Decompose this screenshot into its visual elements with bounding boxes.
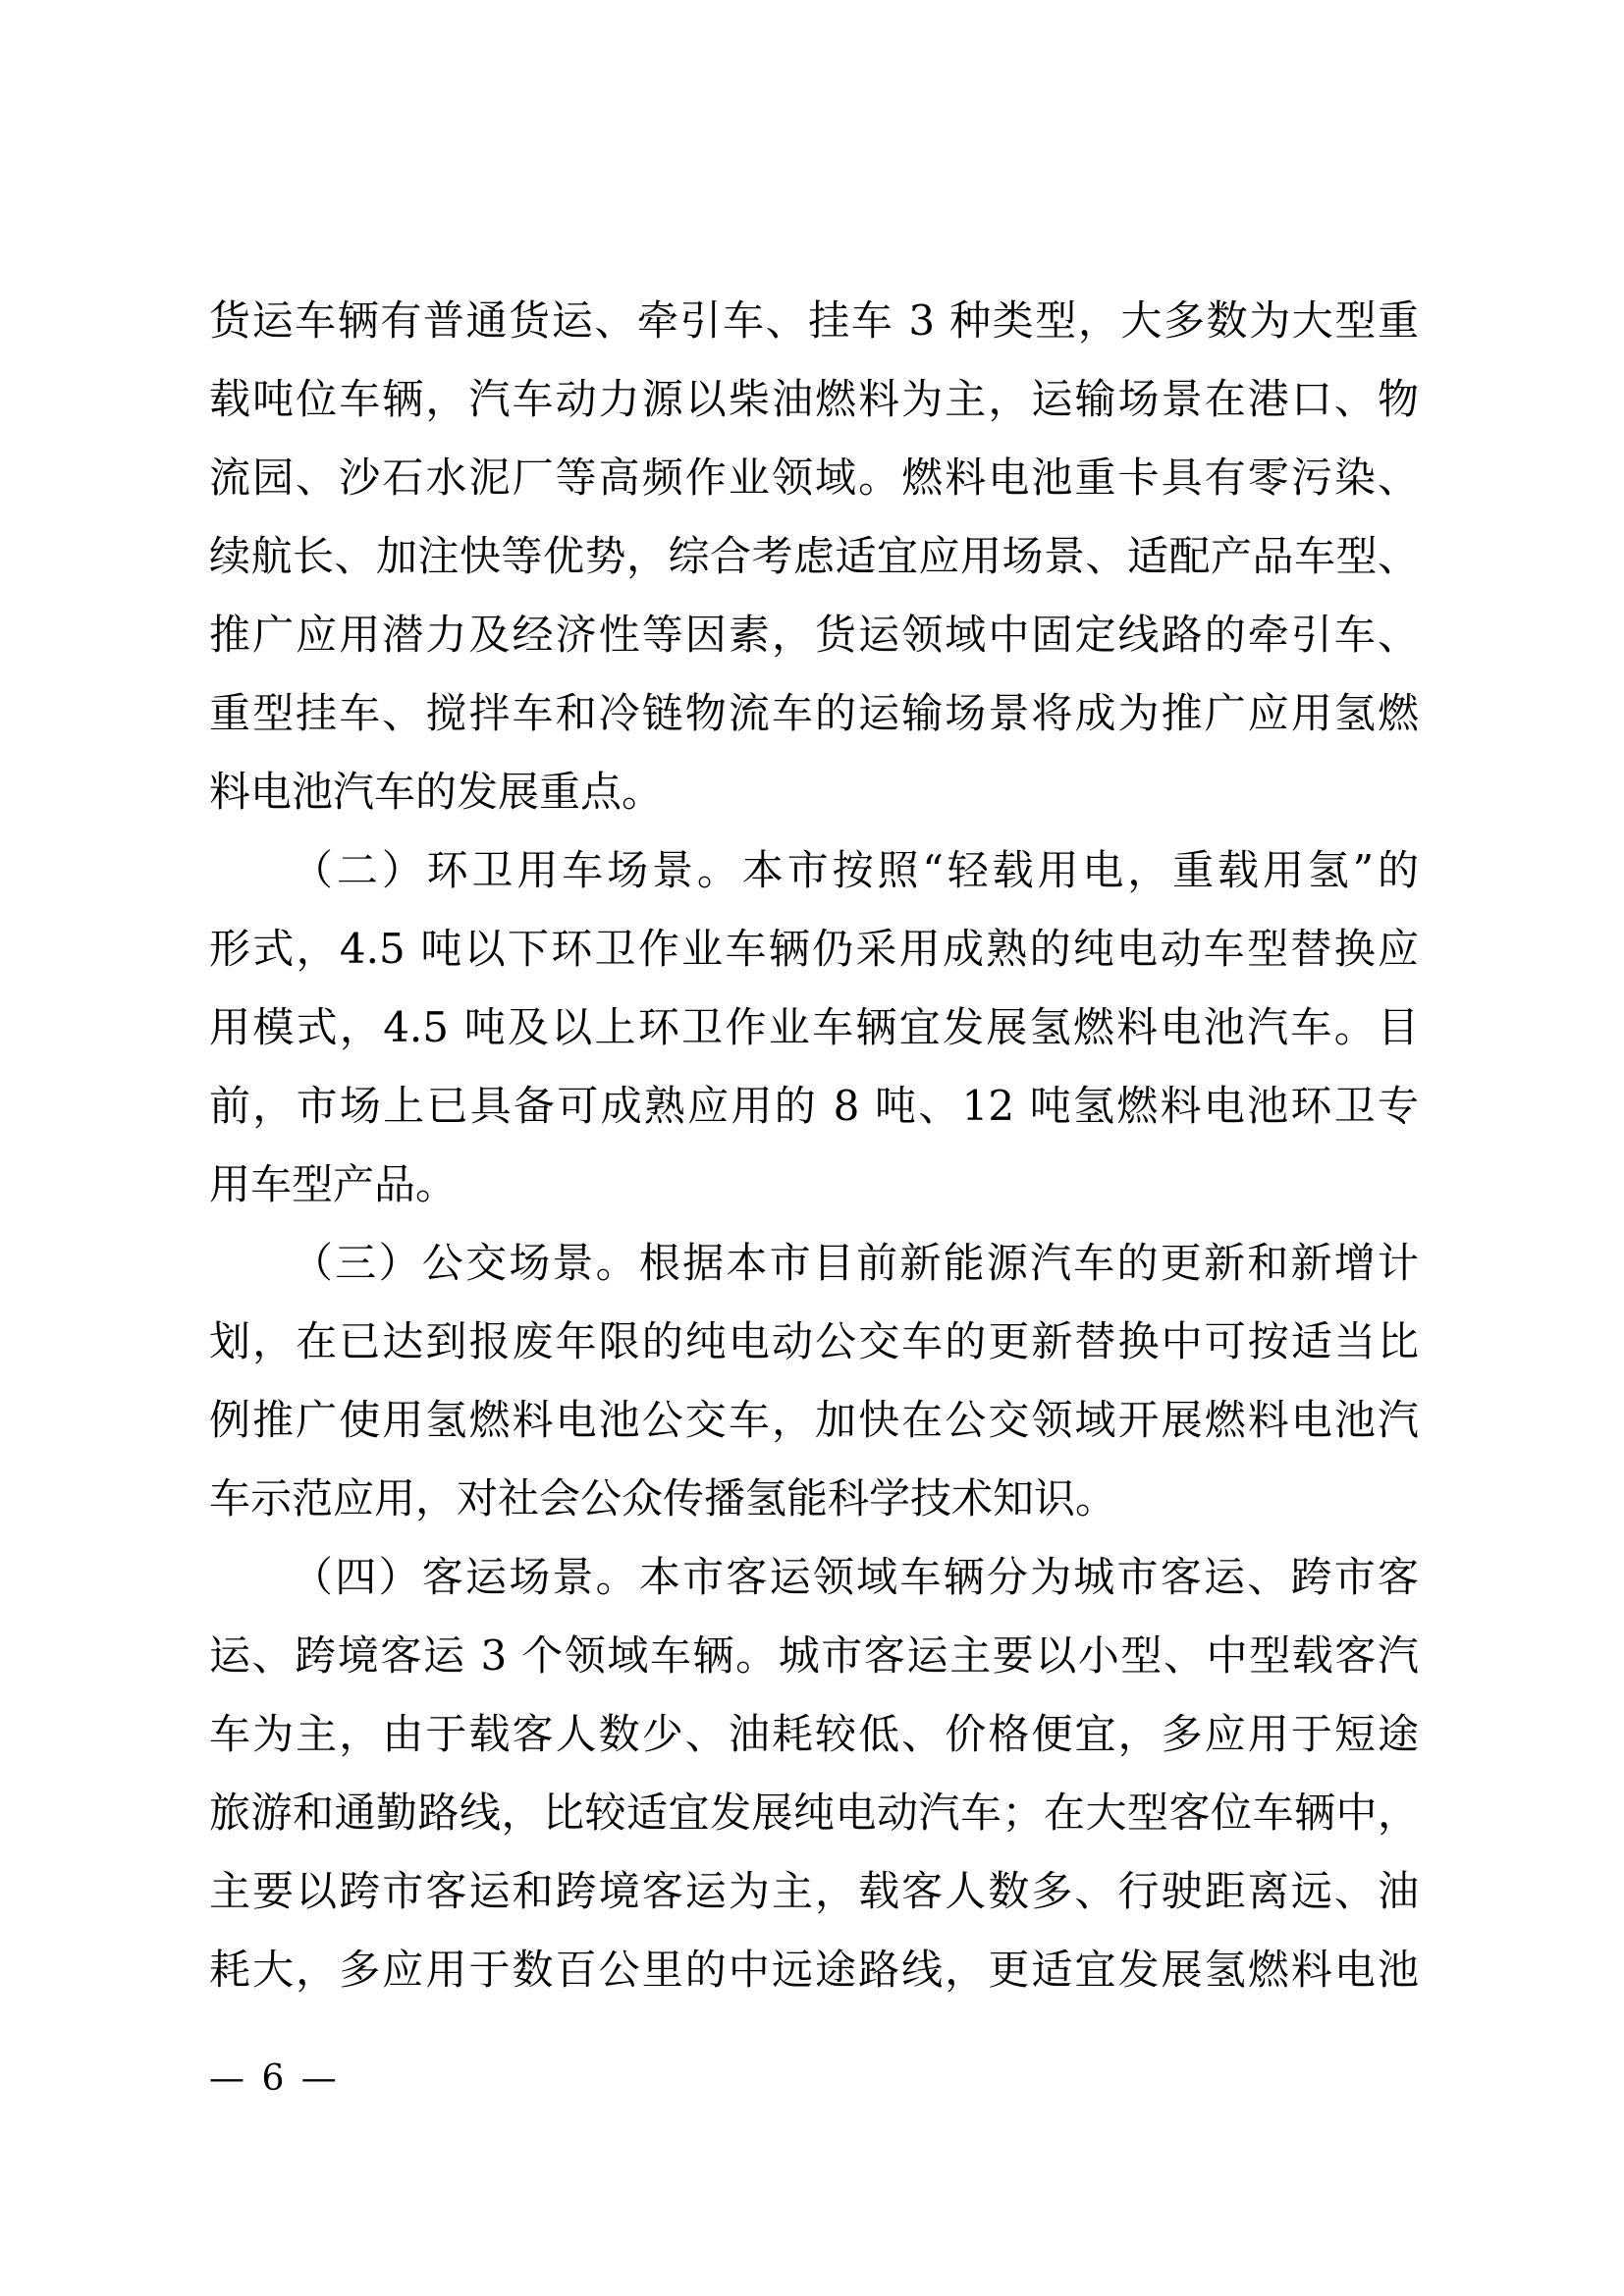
text-line: 主要以跨市客运和跨境客运为主，载客人数多、行驶距离远、油 [209, 1867, 1419, 1915]
text-line: （二）环卫用车场景。本市按照“轻载用电，重载用氢”的 [292, 846, 1419, 894]
text-line: 货运车辆有普通货运、牵引车、挂车 3 种类型，大多数为大型重 [209, 296, 1419, 345]
text-line: 料电池汽车的发展重点。 [209, 768, 664, 816]
body-text [209, 282, 1419, 2009]
text-line: 用车型产品。 [209, 1160, 458, 1208]
page-number: — 6 — [209, 2058, 340, 2099]
text-line: （三）公交场景。根据本市目前新能源汽车的更新和新增计 [292, 1239, 1419, 1287]
text-line: 例推广使用氢燃料电池公交车，加快在公交领域开展燃料电池汽 [209, 1396, 1419, 1444]
text-line: 推广应用潜力及经济性等因素，货运领域中固定线路的牵引车、 [209, 611, 1419, 659]
text-line: 耗大，多应用于数百公里的中远途路线，更适宜发展氢燃料电池 [209, 1946, 1419, 1994]
text-line: 载吨位车辆，汽车动力源以柴油燃料为主，运输场景在港口、物 [209, 375, 1419, 423]
text-line: 旅游和通勤路线，比较适宜发展纯电动汽车；在大型客位车辆中， [209, 1789, 1419, 1837]
text-line: 划，在已达到报废年限的纯电动公交车的更新替换中可按适当比 [209, 1317, 1419, 1365]
text-line: 重型挂车、搅拌车和冷链物流车的运输场景将成为推广应用氢燃 [209, 689, 1419, 737]
text-line: 续航长、加注快等优势，综合考虑适宜应用场景、适配产品车型、 [209, 532, 1419, 580]
text-line: 形式，4.5 吨以下环卫作业车辆仍采用成熟的纯电动车型替换应 [209, 925, 1419, 973]
text-line: 运、跨境客运 3 个领域车辆。城市客运主要以小型、中型载客汽 [209, 1631, 1419, 1680]
text-line: 车为主，由于载客人数少、油耗较低、价格便宜，多应用于短途 [209, 1710, 1419, 1758]
text-line: （四）客运场景。本市客运领域车辆分为城市客运、跨市客 [292, 1553, 1419, 1601]
text-line: 流园、沙石水泥厂等高频作业领域。燃料电池重卡具有零污染、 [209, 454, 1419, 502]
text-line: 车示范应用，对社会公众传播氢能科学技术知识。 [209, 1474, 1117, 1522]
text-line: 前，市场上已具备可成熟应用的 8 吨、12 吨氢燃料电池环卫专 [209, 1082, 1419, 1130]
text-line: 用模式，4.5 吨及以上环卫作业车辆宜发展氢燃料电池汽车。目 [209, 1003, 1419, 1051]
